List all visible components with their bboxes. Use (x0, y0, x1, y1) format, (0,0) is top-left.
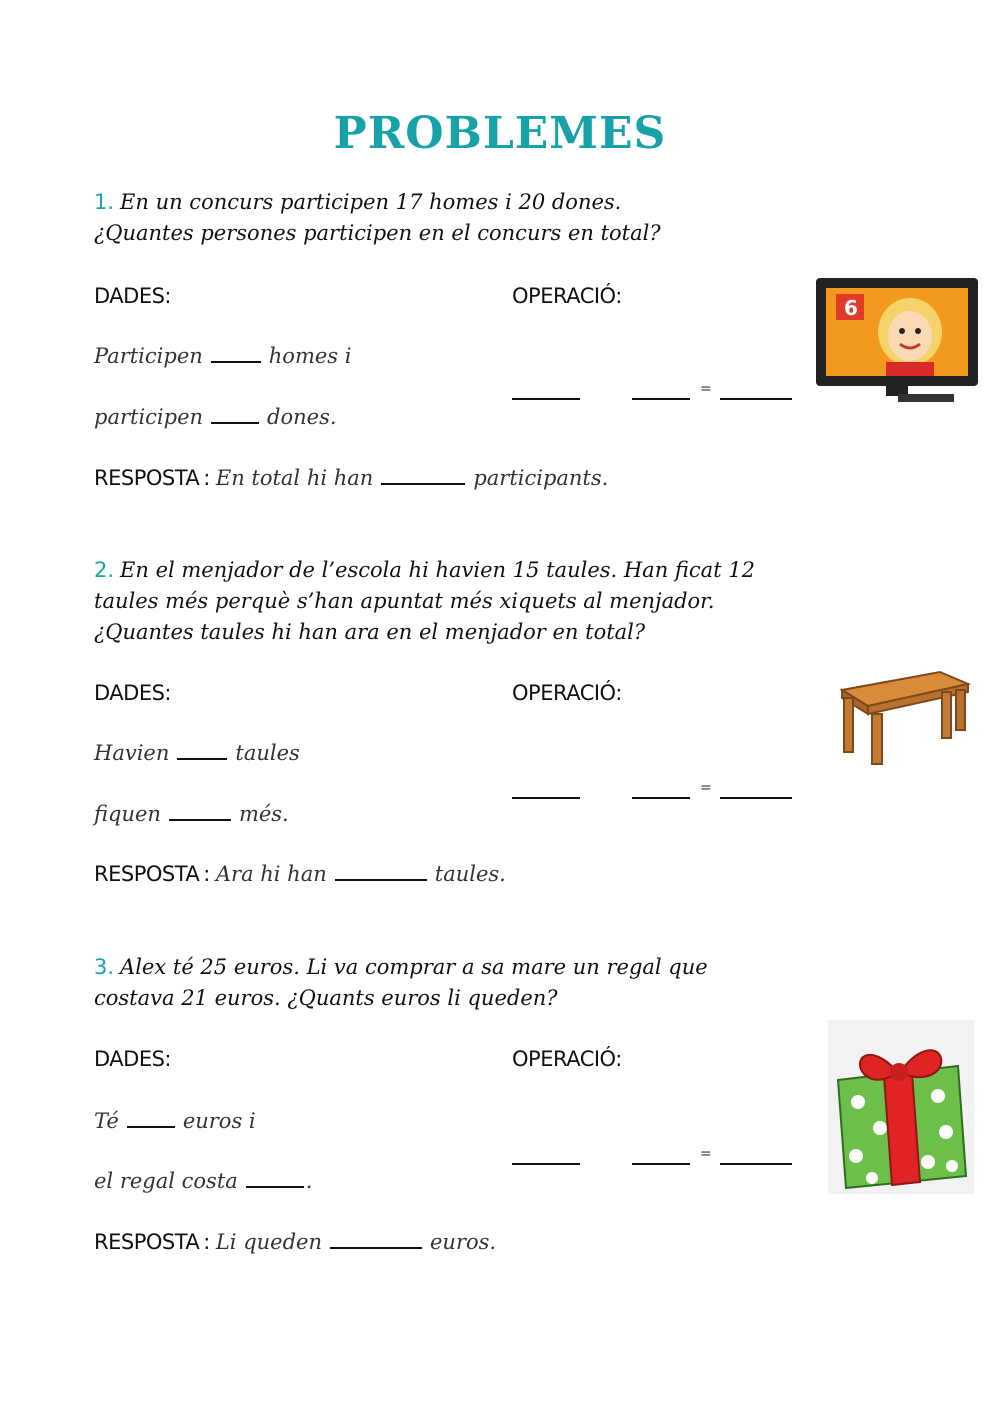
blank-input[interactable] (177, 740, 227, 760)
operand-2-blank[interactable] (632, 398, 690, 400)
problem-3-statement (94, 952, 708, 1014)
answer-line (94, 861, 506, 886)
problem-2-statement (94, 555, 755, 648)
answer-text: euros. (430, 1230, 497, 1254)
blank-input[interactable] (211, 343, 261, 363)
data-text: participen (94, 405, 204, 429)
data-label: DADES: (94, 681, 172, 705)
page-title: PROBLEMES (333, 108, 667, 159)
answer-blank[interactable] (335, 861, 427, 881)
equals-sign: = (700, 381, 712, 397)
data-line-1 (94, 1108, 256, 1133)
answer-separator: : (203, 1230, 210, 1254)
data-text: taules (235, 741, 300, 765)
table-icon (822, 668, 972, 768)
answer-line (94, 1229, 496, 1254)
result-blank[interactable] (720, 797, 792, 799)
data-text: Havien (94, 741, 170, 765)
data-line-2 (94, 1168, 312, 1193)
data-line-2 (94, 404, 337, 429)
gift-icon (828, 1020, 974, 1194)
data-text: euros i (182, 1109, 256, 1133)
operand-2-blank[interactable] (632, 1163, 690, 1165)
answer-blank[interactable] (330, 1229, 422, 1249)
data-text: Participen (94, 344, 203, 368)
answer-label: RESPOSTA (94, 1230, 200, 1254)
operand-1-blank[interactable] (512, 1163, 580, 1165)
statement-line: taules més perquè s’han apuntat més xiquets al menjador. (94, 589, 715, 613)
answer-separator: : (203, 862, 210, 886)
equals-sign: = (700, 1146, 712, 1162)
statement-line: ¿Quantes taules hi han ara en el menjador en total? (94, 620, 646, 644)
data-text: el regal costa (94, 1169, 238, 1193)
tv-icon (814, 276, 980, 406)
equals-sign: = (700, 780, 712, 796)
data-line-1 (94, 740, 300, 765)
blank-input[interactable] (169, 801, 231, 821)
operand-1-blank[interactable] (512, 797, 580, 799)
operation-label: OPERACIÓ: (512, 1047, 622, 1071)
answer-text: Ara hi han (215, 862, 327, 886)
statement-line: Alex té 25 euros. Li va comprar a sa mare un regal que (120, 955, 708, 979)
result-blank[interactable] (720, 398, 792, 400)
answer-blank[interactable] (381, 465, 465, 485)
result-blank[interactable] (720, 1163, 792, 1165)
problem-number: 3. (94, 955, 115, 979)
operand-2-blank[interactable] (632, 797, 690, 799)
data-line-2 (94, 801, 289, 826)
statement-line: En el menjador de l’escola hi havien 15 taules. Han ficat 12 (120, 558, 756, 582)
data-text: homes i (268, 344, 352, 368)
svg-text:6: 6 (844, 296, 858, 320)
operand-1-blank[interactable] (512, 398, 580, 400)
answer-line (94, 465, 608, 490)
data-text: Té (94, 1109, 119, 1133)
answer-text: Li queden (215, 1230, 322, 1254)
operation-label: OPERACIÓ: (512, 681, 622, 705)
data-label: DADES: (94, 284, 172, 308)
statement-line: En un concurs participen 17 homes i 20 dones. (120, 190, 622, 214)
data-text: dones. (267, 405, 337, 429)
problem-number: 2. (94, 558, 115, 582)
statement-line: ¿Quantes persones participen en el concurs en total? (94, 221, 661, 245)
data-line-1 (94, 343, 351, 368)
data-text: . (305, 1169, 313, 1193)
answer-label: RESPOSTA (94, 862, 200, 886)
data-text: més. (238, 802, 289, 826)
data-label: DADES: (94, 1047, 172, 1071)
blank-input[interactable] (127, 1108, 175, 1128)
answer-text: participants. (473, 466, 609, 490)
blank-input[interactable] (246, 1168, 304, 1188)
answer-label: RESPOSTA (94, 466, 200, 490)
data-text: fiquen (94, 802, 161, 826)
answer-separator: : (203, 466, 210, 490)
blank-input[interactable] (211, 404, 259, 424)
problem-number: 1. (94, 190, 115, 214)
answer-text: En total hi han (215, 466, 374, 490)
operation-label: OPERACIÓ: (512, 284, 622, 308)
statement-line: costava 21 euros. ¿Quants euros li queden? (94, 986, 558, 1010)
problem-1-statement (94, 187, 661, 249)
answer-text: taules. (434, 862, 506, 886)
